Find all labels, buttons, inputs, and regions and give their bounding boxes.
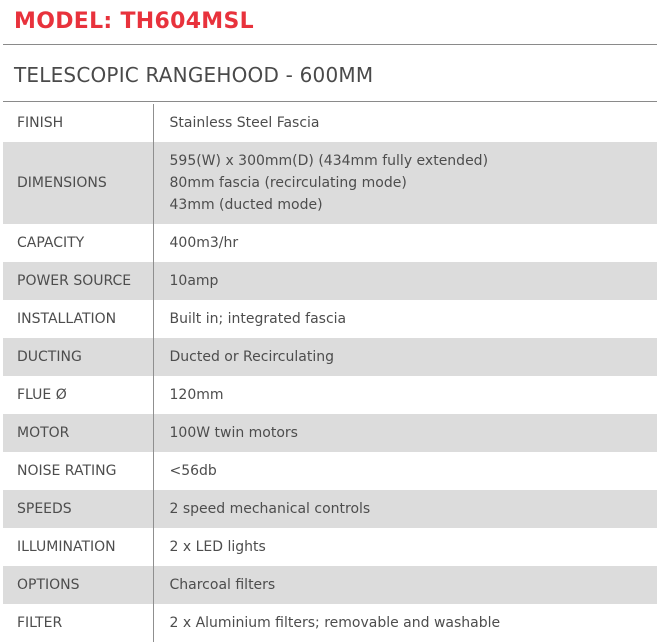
spec-value — [153, 376, 657, 414]
spec-row-filter — [3, 604, 657, 642]
spec-table — [3, 104, 657, 642]
spec-label: POWER SOURCE — [3, 262, 153, 300]
spec-row-finish — [3, 104, 657, 142]
spec-value-line: 43mm (ducted mode) — [169, 197, 323, 213]
spec-row-noise-rating — [3, 452, 657, 490]
spec-row-motor — [3, 414, 657, 452]
spec-value-line: 2 x LED lights — [169, 539, 266, 555]
spec-value — [153, 414, 657, 452]
spec-value-line: 80mm fascia (recirculating mode) — [169, 175, 407, 191]
spec-label: FILTER — [3, 604, 153, 642]
spec-label: NOISE RATING — [3, 452, 153, 490]
spec-value-line: 100W twin motors — [169, 425, 298, 441]
spec-row-capacity — [3, 224, 657, 262]
spec-label: CAPACITY — [3, 224, 153, 262]
spec-row-flue — [3, 376, 657, 414]
spec-value-line: Built in; integrated fascia — [169, 311, 347, 327]
spec-value — [153, 104, 657, 142]
spec-value — [153, 490, 657, 528]
spec-value — [153, 604, 657, 642]
spec-value-line: 120mm — [169, 387, 224, 403]
spec-value-line: 10amp — [169, 273, 219, 289]
spec-value — [153, 224, 657, 262]
spec-value — [153, 528, 657, 566]
spec-value — [153, 300, 657, 338]
spec-value-line: Ducted or Recirculating — [169, 349, 334, 365]
spec-label: OPTIONS — [3, 566, 153, 604]
spec-value-line: 595(W) x 300mm(D) (434mm fully extended) — [169, 153, 489, 169]
spec-row-options — [3, 566, 657, 604]
spec-row-dimensions — [3, 142, 657, 224]
spec-row-illumination — [3, 528, 657, 566]
spec-value — [153, 338, 657, 376]
spec-label: SPEEDS — [3, 490, 153, 528]
spec-value — [153, 452, 657, 490]
spec-value-line: <56db — [169, 463, 217, 479]
spec-row-installation — [3, 300, 657, 338]
spec-label: FLUE Ø — [3, 376, 153, 414]
spec-label: DIMENSIONS — [3, 142, 153, 224]
spec-value-line: 2 speed mechanical controls — [169, 501, 371, 517]
spec-label: FINISH — [3, 104, 153, 142]
spec-label: MOTOR — [3, 414, 153, 452]
divider-top — [3, 44, 657, 45]
spec-value — [153, 566, 657, 604]
spec-value-line: 2 x Aluminium filters; removable and washable — [169, 615, 501, 631]
spec-label: INSTALLATION — [3, 300, 153, 338]
spec-row-power-source — [3, 262, 657, 300]
product-title: TELESCOPIC RANGEHOOD - 600MM — [14, 63, 374, 87]
spec-value — [153, 262, 657, 300]
spec-row-speeds — [3, 490, 657, 528]
spec-label: DUCTING — [3, 338, 153, 376]
spec-value-line: Charcoal filters — [169, 577, 276, 593]
spec-label: ILLUMINATION — [3, 528, 153, 566]
spec-row-ducting — [3, 338, 657, 376]
spec-value-line: 400m3/hr — [169, 235, 239, 251]
model-title: MODEL: TH604MSL — [14, 9, 254, 34]
spec-value-line: Stainless Steel Fascia — [169, 115, 320, 131]
spec-value — [153, 142, 657, 224]
divider-header — [3, 101, 657, 102]
